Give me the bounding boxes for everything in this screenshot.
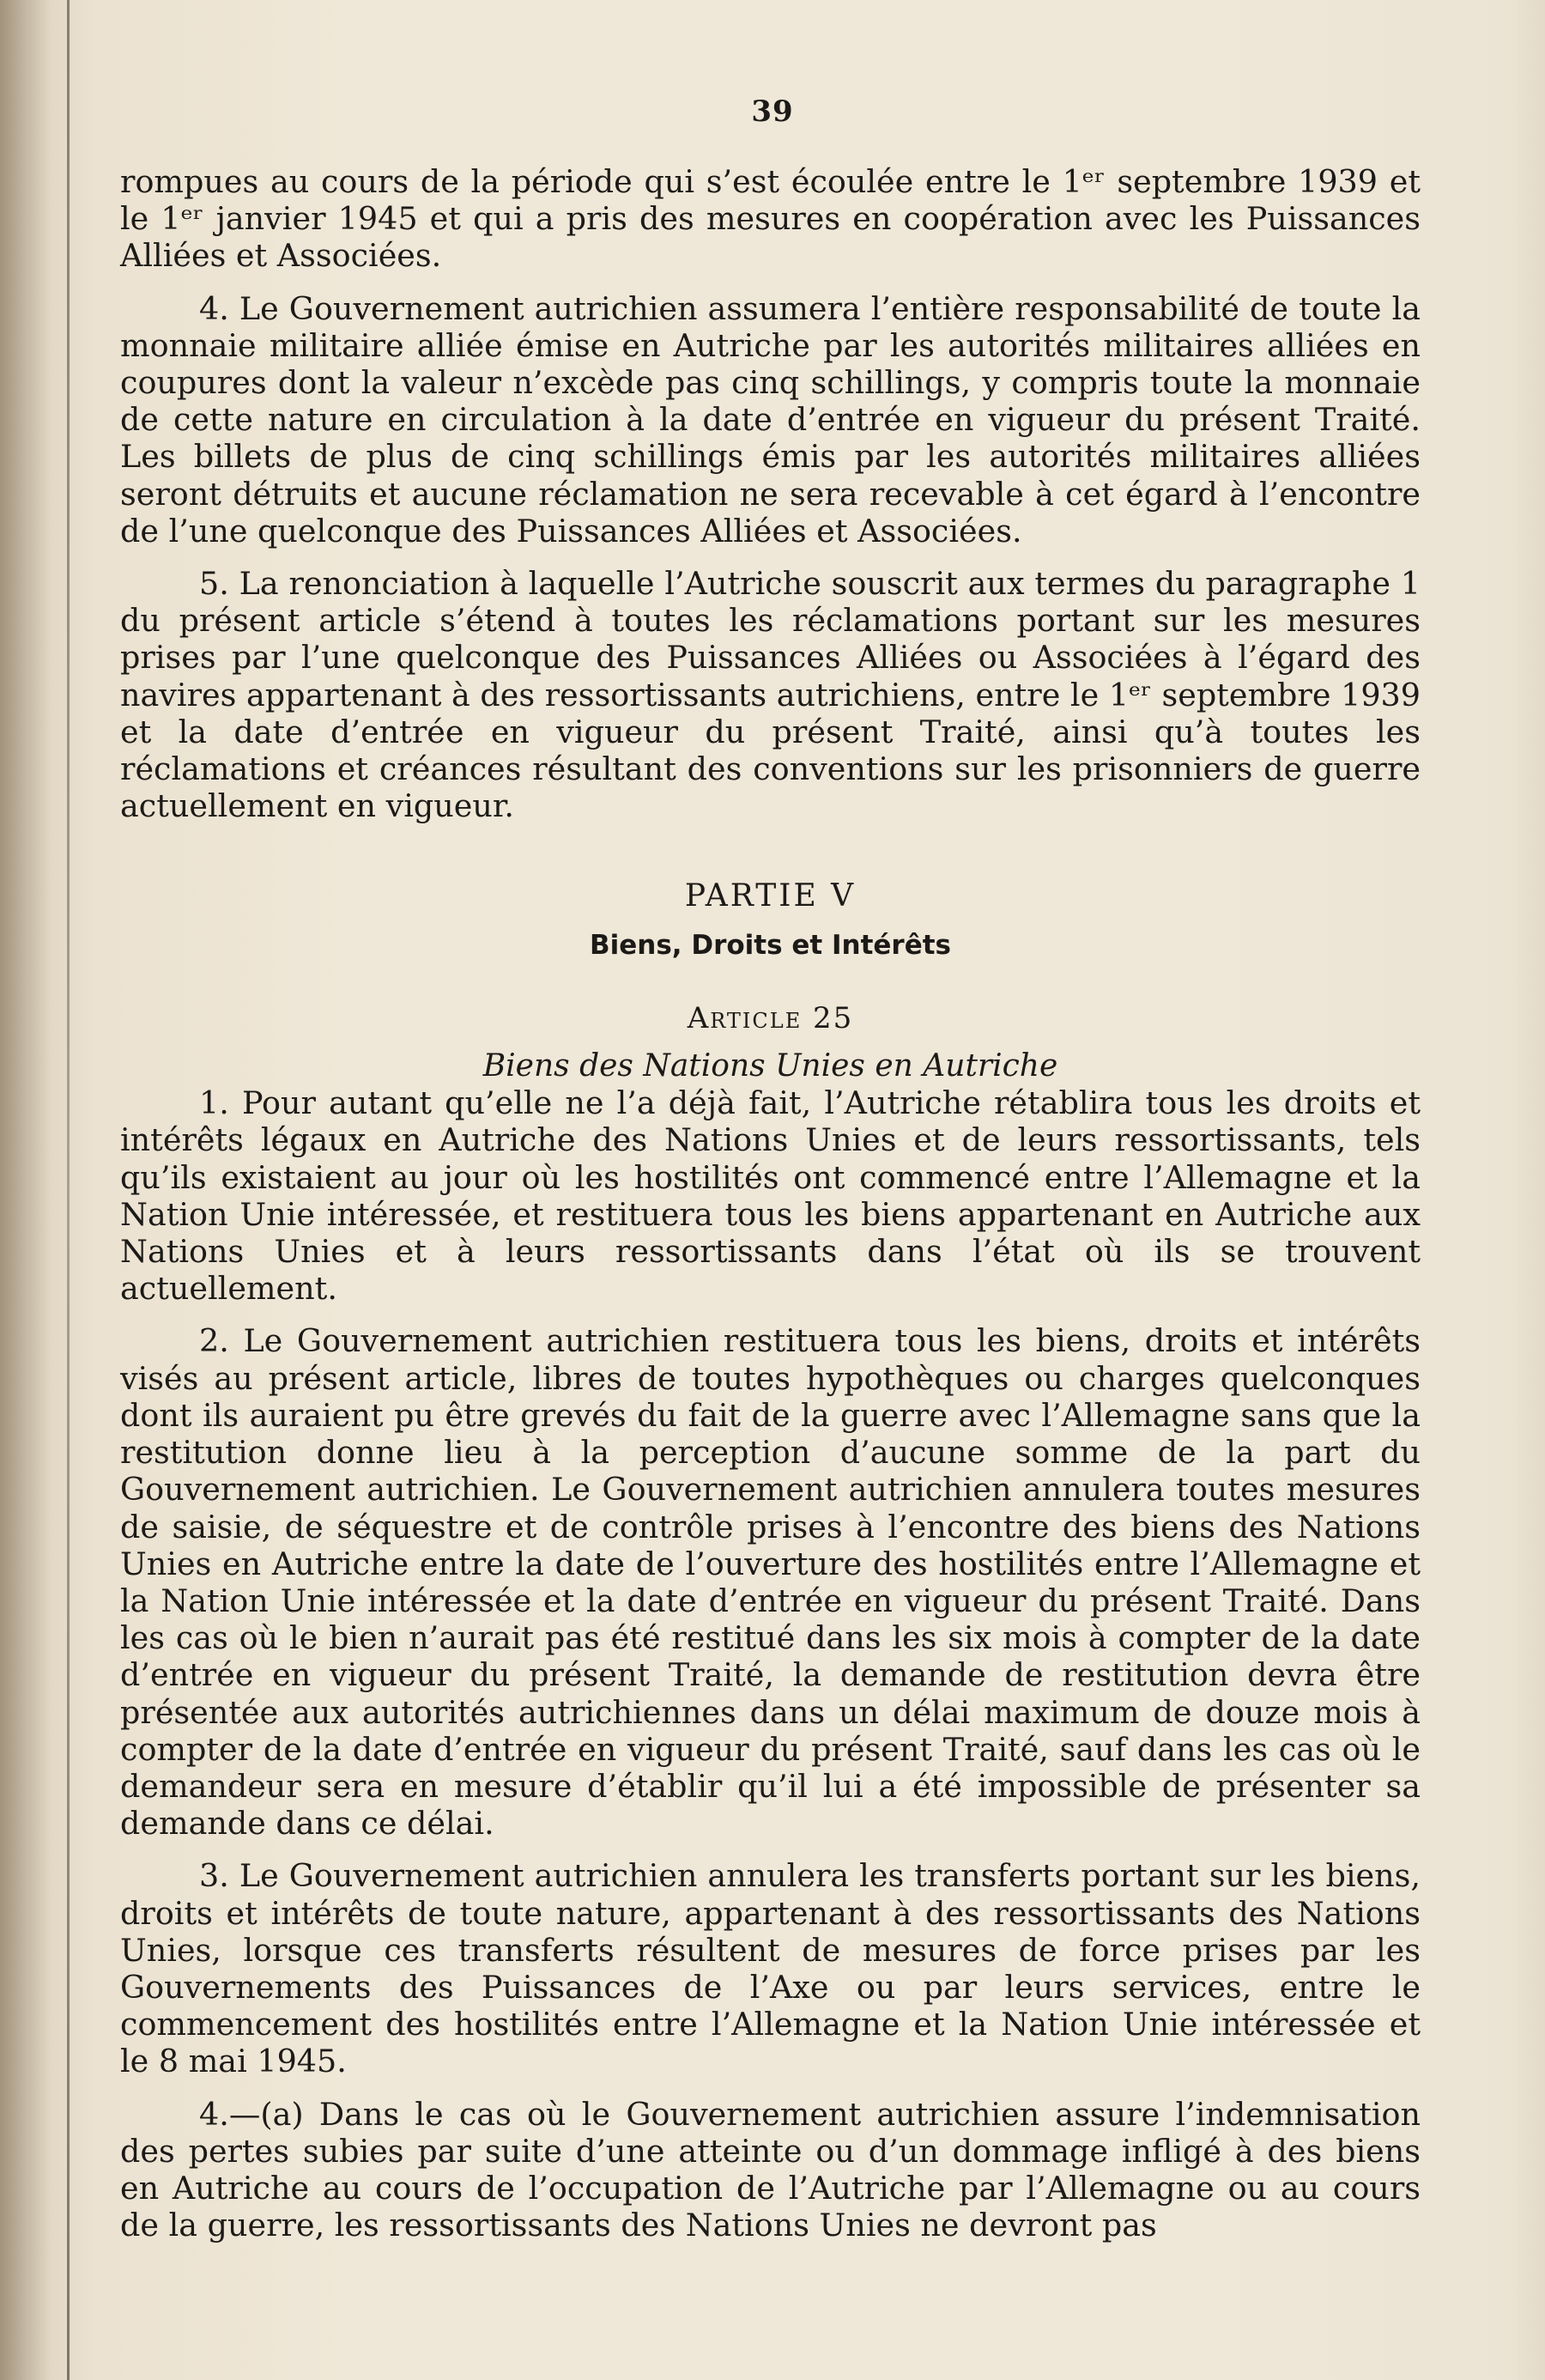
binding-shadow (0, 0, 52, 2380)
article-subtitle: Biens des Nations Unies en Autriche (482, 1048, 1058, 1084)
part-title: PARTIE V (684, 878, 857, 914)
paragraph-continuation: rompues au cours de la période qui s’est écoulée entre le 1ᵉʳ septembre 1939 et le 1ᵉʳ janvier 1945 et qui a pris des mesures en coopération avec les Puissances Alliées et Associées. (120, 163, 1421, 275)
article-paragraph-1: 1. Pour autant qu’elle ne l’a déjà fait, l’Autriche rétablira tous les droits et intérêts légaux en Autriche des Nations Unies et de leurs ressortissants, tels qu’ils existaient au jour où les hostilités ont commencé entre l’Allemagne et la Nation Unie intéressée, et restituera tous les biens appartenant en Autriche aux Nations Unies et à leurs ressortissants dans l’état où ils se trouvent actuellement. (120, 1084, 1421, 1308)
page-body (120, 163, 1421, 2243)
part-subtitle: Biens, Droits et Intérêts (589, 929, 952, 961)
article-paragraph-2: 2. Le Gouvernement autrichien restituera tous les biens, droits et intérêts visés au présent article, libres de toutes hypothèques ou charges quelconques dont ils auraient pu être grevés du fait de la guerre avec l’Allemagne sans que la restitution donne lieu à la perception d’aucune somme de la part du Gouvernement autrichien. Le Gouvernement autrichien annulera toutes mesures de saisie, de séquestre et de contrôle prises à l’encontre des biens des Nations Unies en Autriche entre la date de l’ouverture des hostilités entre l’Allemagne et la Nation Unie intéressée et la date d’entrée en vigueur du présent Traité. Dans les cas où le bien n’aurait pas été restitué dans les six mois à compter de la date d’entrée en vigueur du présent Traité, la demande de restitution devra être présentée aux autorités autrichiennes dans un délai maximum de douze mois à compter de la date d’entrée en vigueur du présent Traité, sauf dans les cas où le demandeur sera en mesure d’établir qu’il lui a été impossible de présenter sa demande dans ce délai. (120, 1322, 1421, 1843)
page-number: 39 (751, 94, 794, 129)
paragraph-4: 4. Le Gouvernement autrichien assumera l’entière responsabilité de toute la monnaie militaire alliée émise en Autriche par les autorités militaires alliées en coupures dont la valeur n’excède pas cinq schillings, y compris toute la monnaie de cette nature en circulation à la date d’entrée en vigueur du présent Traité. Les billets de plus de cinq schillings émis par les autorités militaires alliées seront détruits et aucune réclamation ne sera recevable à cet égard à l’encontre de l’une quelconque des Puissances Alliées et Associées. (120, 289, 1421, 549)
binding-edge (67, 0, 70, 2380)
article-title: Article 25 (687, 1000, 854, 1035)
paragraph-5: 5. La renonciation à laquelle l’Autriche souscrit aux termes du paragraphe 1 du présent article s’étend à toutes les réclamations portant sur les mesures prises par l’une quelconque des Puissances Alliées ou Associées à l’égard des navires appartenant à des ressortissants autrichiens, entre le 1ᵉʳ septembre 1939 et la date d’entrée en vigueur du présent Traité, ainsi qu’à toutes les réclamations et créances résultant des conventions sur les prisonniers de guerre actuellement en vigueur. (120, 565, 1421, 825)
article-paragraph-4: 4.—(a) Dans le cas où le Gouvernement autrichien assure l’indemnisation des pertes subies par suite d’une atteinte ou d’un dommage infligé à des biens en Autriche au cours de l’occupation de l’Autriche par l’Allemagne ou au cours de la guerre, les ressortissants des Nations Unies ne devront pas (120, 2095, 1421, 2244)
article-paragraph-3: 3. Le Gouvernement autrichien annulera les transferts portant sur les biens, droits et intérêts de toute nature, appartenant à des ressortissants des Nations Unies, lorsque ces transferts résultent de mesures de force prises par les Gouvernements des Puissances de l’Axe ou par leurs services, entre le commencement des hostilités entre l’Allemagne et la Nation Unie intéressée et le 8 mai 1945. (120, 1857, 1421, 2080)
